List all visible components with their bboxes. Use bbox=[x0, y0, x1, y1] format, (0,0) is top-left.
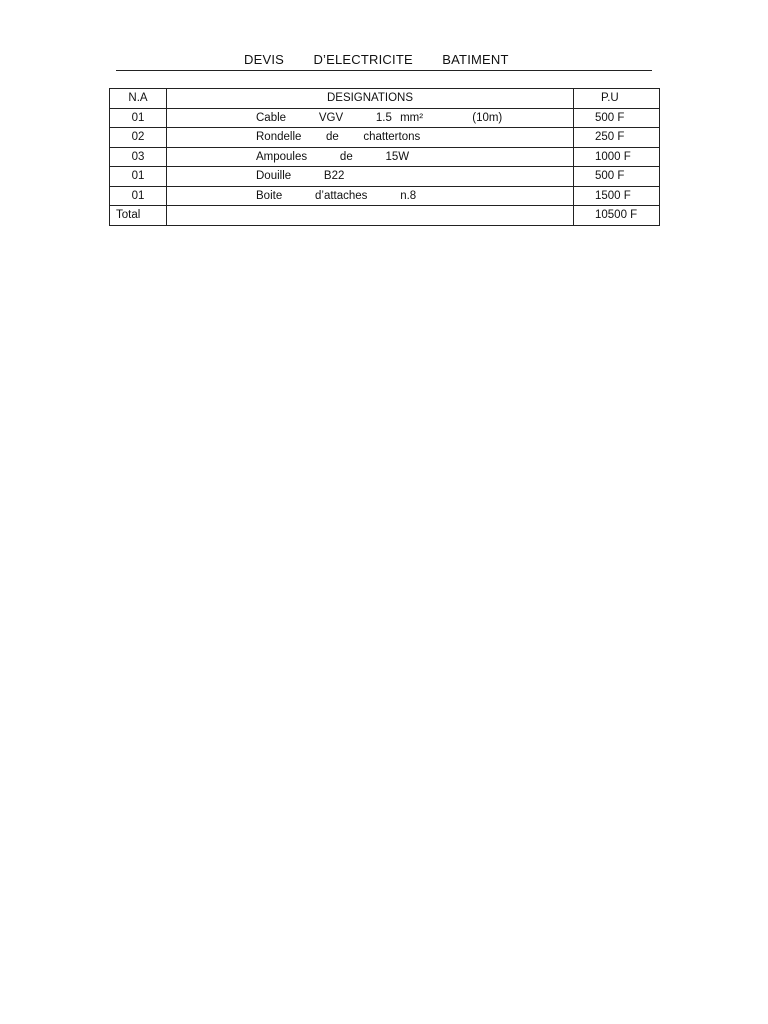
header-pu: P.U bbox=[574, 89, 660, 109]
total-pu: 10500 F bbox=[574, 206, 660, 226]
cell-pu: 250 F bbox=[574, 128, 660, 148]
cell-na: 01 bbox=[110, 108, 167, 128]
quote-table bbox=[109, 88, 660, 226]
table-row bbox=[110, 128, 660, 148]
cell-designation: Cable VGV 1.5 mm² (10m) bbox=[167, 108, 574, 128]
table-row bbox=[110, 167, 660, 187]
cell-pu: 500 F bbox=[574, 108, 660, 128]
cell-pu: 1500 F bbox=[574, 186, 660, 206]
table-total-row bbox=[110, 206, 660, 226]
cell-pu: 1000 F bbox=[574, 147, 660, 167]
table-row bbox=[110, 147, 660, 167]
cell-designation: Rondelle de chattertons bbox=[167, 128, 574, 148]
cell-na: 03 bbox=[110, 147, 167, 167]
header-na: N.A bbox=[110, 89, 167, 109]
cell-na: 02 bbox=[110, 128, 167, 148]
cell-designation: Boite d’attaches n.8 bbox=[167, 186, 574, 206]
header-designations: DESIGNATIONS bbox=[167, 89, 574, 109]
table-header-row bbox=[110, 89, 660, 109]
cell-na: 01 bbox=[110, 167, 167, 187]
table-row bbox=[110, 108, 660, 128]
table-row bbox=[110, 186, 660, 206]
cell-na: 01 bbox=[110, 186, 167, 206]
total-designation bbox=[167, 206, 574, 226]
cell-designation: Douille B22 bbox=[167, 167, 574, 187]
title-underline bbox=[116, 70, 652, 71]
document-title: DEVIS D’ELECTRICITE BATIMENT bbox=[244, 52, 509, 67]
total-label: Total bbox=[110, 206, 167, 226]
cell-pu: 500 F bbox=[574, 167, 660, 187]
cell-designation: Ampoules de 15W bbox=[167, 147, 574, 167]
